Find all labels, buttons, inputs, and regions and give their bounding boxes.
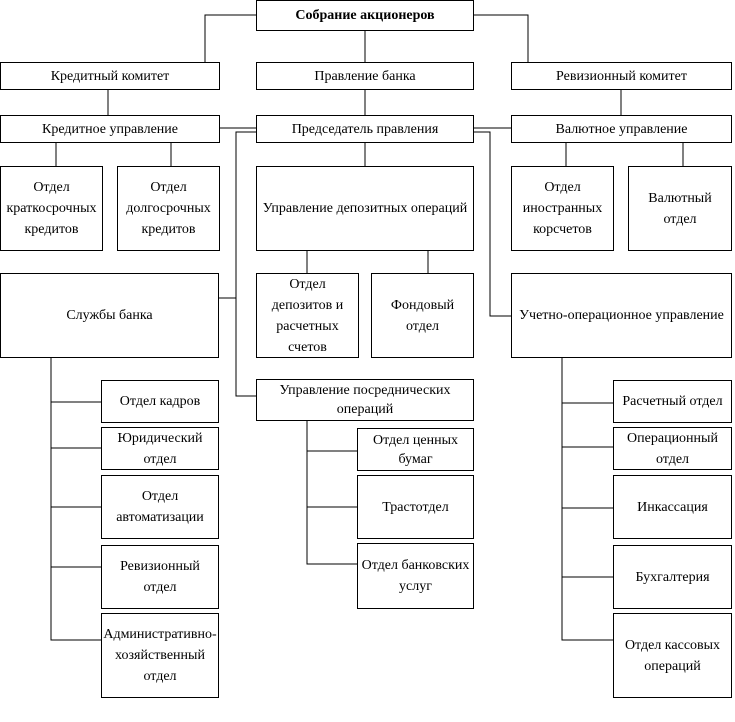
settlement-dept-box: Расчетный отдел	[613, 380, 732, 423]
deposit-dept-box: Управление депозитных операций	[256, 166, 474, 251]
trust-dept-box: Трастотдел	[357, 475, 474, 539]
bank-services-dept-box: Отдел банковских услуг	[357, 543, 474, 609]
connector-currency-subs	[566, 143, 683, 166]
currency-dept-box: Валютное управление	[511, 115, 732, 143]
securities-dept-box: Отдел ценных бумаг	[357, 428, 474, 471]
hr-dept-box: Отдел кадров	[101, 380, 219, 423]
operations-dept-box: Операционный отдел	[613, 427, 732, 470]
stock-dept-box: Фондовый отдел	[371, 273, 474, 358]
credit-committee-box: Кредитный комитет	[0, 62, 220, 90]
connector-committees-depts	[108, 90, 621, 115]
chairman-box: Председатель правления	[256, 115, 474, 143]
long-term-credit-box: Отдел долгосрочных кредитов	[117, 166, 220, 251]
foreign-correspondent-box: Отдел иностранных корсчетов	[511, 166, 614, 251]
bank-services-box: Службы банка	[0, 273, 219, 358]
board-box: Правление банка	[256, 62, 474, 90]
bookkeeping-box: Бухгалтерия	[613, 545, 732, 609]
connector-accounting-tree	[562, 358, 613, 640]
deposits-accounts-box: Отдел депозитов и расчетных счетов	[256, 273, 359, 358]
connector-credit-subs	[56, 143, 171, 166]
connector-chairman-left	[219, 132, 256, 396]
connector-services-tree	[51, 358, 101, 640]
collection-box: Инкассация	[613, 475, 732, 539]
legal-dept-box: Юридический отдел	[101, 427, 219, 470]
cash-operations-box: Отдел кассовых операций	[613, 613, 732, 698]
connector-intermediary-tree	[307, 421, 357, 564]
short-term-credit-box: Отдел краткосрочных кредитов	[0, 166, 103, 251]
admin-dept-box: Административно-хозяйственный отдел	[101, 613, 219, 698]
shareholders-meeting-box: Собрание акционеров	[256, 0, 474, 31]
connector-deposit-subs	[307, 250, 428, 273]
accounting-dept-box: Учетно-операционное управление	[511, 273, 732, 358]
credit-dept-box: Кредитное управление	[0, 115, 220, 143]
connector-chairman-right	[474, 132, 511, 316]
audit-dept-box: Ревизионный отдел	[101, 545, 219, 609]
intermediary-dept-box: Управление посреднических операций	[256, 379, 474, 421]
audit-committee-box: Ревизионный комитет	[511, 62, 732, 90]
automation-dept-box: Отдел автоматизации	[101, 475, 219, 539]
currency-unit-box: Валютный отдел	[628, 166, 732, 251]
